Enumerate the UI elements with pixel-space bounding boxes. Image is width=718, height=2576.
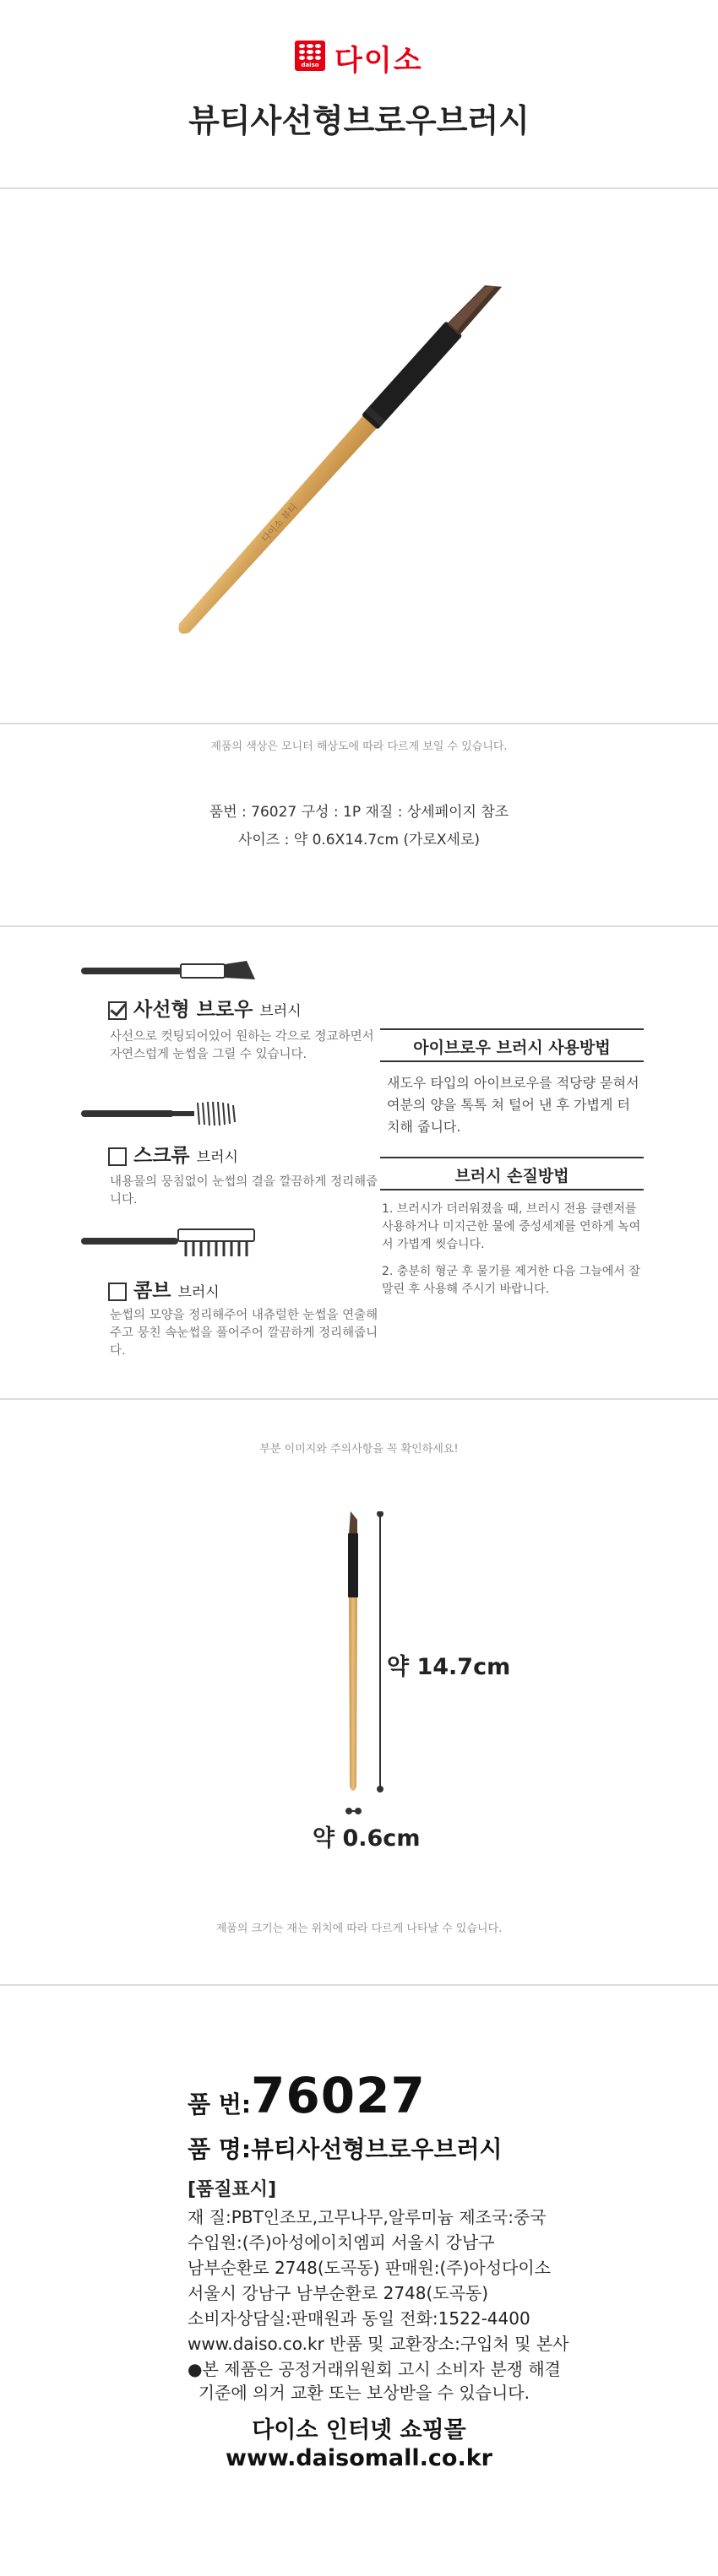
product-name-row: 품 명:뷰티사선형브로우브러시 <box>188 2135 503 2163</box>
angled-brush-icon <box>81 956 258 986</box>
type-angled-title: 사선형 브로우 브러시 <box>108 994 302 1022</box>
notice-line-2: 기준에 의거 교환 또는 보상받을 수 있습니다. <box>188 2383 530 2403</box>
usage-title: 아이브로우 브러시 사용방법 <box>413 1039 611 1057</box>
height-label: 약 14.7cm <box>387 1654 511 1680</box>
brush-size-diagram <box>313 1511 389 1824</box>
info-line-5: 소비자상담실:판매원과 동일 전화:1522-4400 <box>188 2308 530 2329</box>
type-screw-title: 스크류 브러시 <box>108 1140 238 1168</box>
care-item-1: 1. 브러시가 더러워졌을 때, 브러시 전용 클렌저를 사용하거나 미지근한 물에 중성세제를 연하게 녹여서 가볍게 씻습니다. <box>382 1202 641 1251</box>
width-label: 약 0.6cm <box>313 1825 421 1852</box>
type-screw-desc: 내용물의 뭉침없이 눈썹의 결을 깔끔하게 정리해줍니다. <box>110 1175 378 1207</box>
type-angled-desc: 사선으로 컷팅되어있어 원하는 각으로 정교하면서 자연스럽게 눈썹을 그릴 수 있습니다. <box>110 1030 374 1061</box>
logo-mini-text: daiso <box>301 62 319 68</box>
color-note: 제품의 색상은 모니터 해상도에 따라 다르게 보일 수 있습니다. <box>210 740 508 753</box>
divider <box>0 1398 718 1400</box>
mall-name: 다이소 인터넷 쇼핑몰 <box>252 2417 466 2443</box>
notice-line-1: ●본 제품은 공정거래위원회 고시 소비자 분쟁 해결 <box>188 2359 561 2379</box>
care-top-rule <box>380 1157 644 1158</box>
mall-url[interactable]: www.daisomall.co.kr <box>226 2445 492 2471</box>
checkbox-checked-icon <box>108 1001 127 1020</box>
divider <box>0 925 718 927</box>
detail-note-bottom: 제품의 크기는 재는 위치에 따라 다르게 나타날 수 있습니다. <box>215 1923 503 1935</box>
divider <box>0 723 718 724</box>
quality-title: [품질표시] <box>188 2179 277 2200</box>
product-number-row: 품 번:76027 <box>188 2067 426 2124</box>
type-comb-title: 콤브 브러시 <box>108 1275 220 1303</box>
usage-text: 새도우 타입의 아이브로우를 적당량 묻혀서 여분의 양을 톡톡 쳐 털어 낸 후 가볍게 터치해 줍니다. <box>387 1075 639 1135</box>
screw-brush-icon <box>81 1099 250 1128</box>
info-line-4: 서울시 강남구 남부순환로 2748(도곡동) <box>188 2283 489 2303</box>
divider <box>0 1984 718 1986</box>
checkbox-empty-icon <box>108 1283 127 1301</box>
usage-top-rule <box>380 1028 644 1030</box>
care-title: 브러시 손질방법 <box>454 1167 569 1185</box>
checkbox-empty-icon <box>108 1147 127 1166</box>
spec-line-2: 사이즈 : 약 0.6X14.7cm (가로X세로) <box>237 832 481 849</box>
care-bottom-rule <box>380 1189 644 1190</box>
comb-brush-icon <box>81 1226 258 1260</box>
usage-bottom-rule <box>380 1060 644 1062</box>
care-item-2: 2. 충분히 형군 후 물기를 제거한 다음 그늘에서 잘 말린 후 사용해 주시기 바랍니다. <box>382 1265 640 1296</box>
hero-brush-image <box>0 189 718 721</box>
detail-note-top: 부분 이미지와 주의사항을 꼭 확인하세요! <box>259 1443 459 1456</box>
info-line-1: 재 질:PBT인조모,고무나무,알루미늄 제조국:중국 <box>188 2207 547 2227</box>
page-title: 뷰티사선형브로우브러시 <box>188 102 530 139</box>
info-line-6: www.daiso.co.kr 반품 및 교환장소:구입처 및 본사 <box>188 2334 569 2354</box>
info-line-3: 남부순환로 2748(도곡동) 판매원:(주)아성다이소 <box>188 2258 552 2278</box>
brush-print-text: 다이소 뷰티 <box>259 501 300 545</box>
spec-line-1: 품번 : 76027 구성 : 1P 재질 : 상세페이지 참조 <box>209 804 509 821</box>
type-comb-desc: 눈썹의 모양을 정리해주어 내츄럴한 눈썹을 연출해주고 뭉친 속눈썹을 풀어주어 깔끔하게 정리해줍니다. <box>110 1309 378 1358</box>
daiso-logo-mark <box>295 41 325 71</box>
info-line-2: 수입원:(주)아성에이치엠피 서울시 강남구 <box>188 2232 495 2253</box>
daiso-logo-text: 다이소 <box>335 44 423 78</box>
